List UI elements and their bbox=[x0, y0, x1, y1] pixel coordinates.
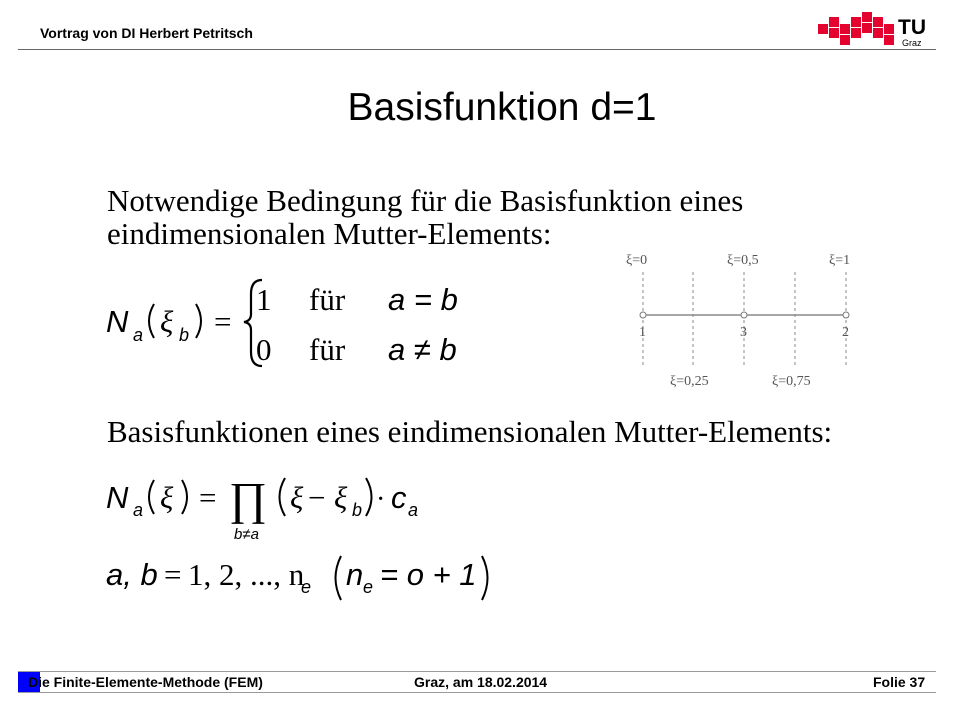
presenter-header: Vortrag von DI Herbert Petritsch bbox=[40, 25, 253, 41]
label-xi-0: ξ=0 bbox=[626, 253, 648, 268]
svg-text:e: e bbox=[301, 577, 312, 597]
svg-text:ξ: ξ bbox=[334, 480, 348, 515]
svg-text:N: N bbox=[106, 304, 129, 339]
svg-text:Graz: Graz bbox=[902, 38, 922, 48]
svg-text:b: b bbox=[179, 325, 190, 345]
svg-text:∏: ∏ bbox=[229, 473, 267, 524]
node-label-1: 1 bbox=[639, 325, 646, 340]
basis-function-product-formula bbox=[104, 466, 464, 548]
svg-text:TU: TU bbox=[898, 16, 926, 39]
svg-text:a, b: a, b bbox=[106, 557, 158, 592]
svg-text:1: 1 bbox=[256, 282, 272, 317]
svg-text:=: = bbox=[214, 304, 232, 339]
svg-text:ξ: ξ bbox=[160, 480, 174, 515]
svg-text:ξ: ξ bbox=[160, 304, 174, 339]
svg-text:= o + 1: = o + 1 bbox=[380, 557, 477, 592]
footer-date: Graz, am 18.02.2014 bbox=[414, 674, 548, 690]
condition-text-line1: Notwendige Bedingung für die Basisfunktion eines bbox=[107, 183, 744, 218]
svg-text:a: a bbox=[408, 500, 419, 520]
svg-text:b≠a: b≠a bbox=[234, 526, 259, 543]
svg-text:=: = bbox=[199, 480, 217, 515]
svg-text:für: für bbox=[309, 332, 346, 367]
svg-text:a = b: a = b bbox=[388, 282, 458, 317]
svg-text:a: a bbox=[133, 325, 144, 345]
label-xi-1: ξ=1 bbox=[829, 253, 851, 268]
basis-functions-heading: Basisfunktionen eines eindimensionalen Mutter-Elements: bbox=[107, 414, 833, 449]
svg-text:0: 0 bbox=[256, 332, 272, 367]
label-xi-025: ξ=0,25 bbox=[670, 374, 709, 389]
condition-text-line2: eindimensionalen Mutter-Elements: bbox=[107, 216, 552, 251]
node-marker-2 bbox=[843, 312, 849, 318]
node-marker-3 bbox=[741, 312, 747, 318]
slide-title: Basisfunktion d=1 bbox=[347, 86, 657, 129]
svg-text:a ≠ b: a ≠ b bbox=[388, 332, 457, 367]
footer-course-title: Die Finite-Elemente-Methode (FEM) bbox=[28, 674, 263, 690]
label-xi-05: ξ=0,5 bbox=[727, 253, 759, 268]
node-index-formula bbox=[104, 552, 504, 602]
node-marker-1 bbox=[640, 312, 646, 318]
svg-text:a: a bbox=[133, 500, 144, 520]
node-label-2: 2 bbox=[842, 325, 849, 340]
svg-text:1, 2, ..., n: 1, 2, ..., n bbox=[188, 557, 305, 592]
tu-graz-logo bbox=[818, 12, 936, 48]
footer-bar bbox=[18, 671, 936, 693]
svg-text:b: b bbox=[352, 500, 363, 520]
svg-text:c: c bbox=[391, 480, 407, 515]
svg-text:n: n bbox=[346, 557, 364, 592]
svg-text:e: e bbox=[363, 577, 374, 597]
header-divider bbox=[18, 49, 936, 50]
svg-text:·: · bbox=[376, 484, 386, 515]
svg-text:für: für bbox=[309, 282, 346, 317]
svg-text:N: N bbox=[106, 480, 129, 515]
svg-text:=: = bbox=[164, 557, 182, 592]
svg-text:ξ: ξ bbox=[290, 480, 304, 515]
svg-text:−: − bbox=[308, 480, 326, 515]
footer-slide-number: Folie 37 bbox=[873, 674, 926, 690]
kronecker-condition-formula bbox=[104, 274, 504, 374]
parent-element-node-diagram bbox=[608, 240, 870, 400]
label-xi-075: ξ=0,75 bbox=[772, 374, 811, 389]
node-label-3: 3 bbox=[740, 325, 747, 340]
